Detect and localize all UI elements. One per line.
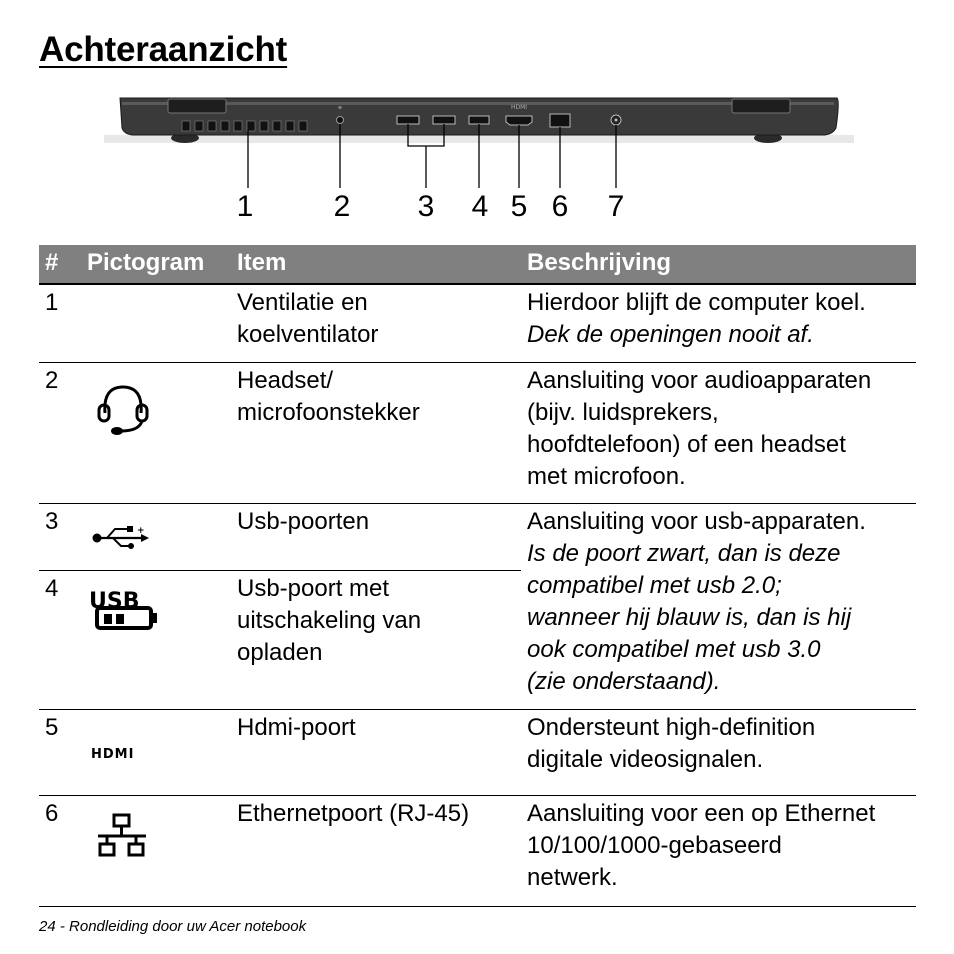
audio-jack-port <box>337 117 344 124</box>
hdmi-port <box>506 116 532 125</box>
row-desc: Aansluiting voor audioapparaten (bijv. luidsprekers, hoofdtelefoon) of een headset met microfoon. <box>527 367 872 490</box>
svg-text:⚭: ⚭ <box>337 104 343 112</box>
header-num: # <box>45 249 59 276</box>
usb-icon <box>91 524 151 559</box>
usb-power-off-charging-icon <box>89 584 161 641</box>
row-item: Ethernetpoort (RJ-45) <box>237 800 470 827</box>
callout-6: 6 <box>551 190 569 223</box>
ethernet-icon <box>95 812 149 871</box>
page-footer: 24 - Rondleiding door uw Acer notebook <box>39 918 307 935</box>
table-row <box>39 796 916 906</box>
row-num: 5 <box>45 714 59 741</box>
hdmi-port-label: HDMI <box>510 104 528 111</box>
svg-text:HDMI: HDMI <box>91 747 135 762</box>
row-item: Usb-poorten <box>237 508 370 535</box>
usb-port-1 <box>397 116 419 124</box>
usb-port-2 <box>433 116 455 124</box>
callout-2: 2 <box>333 190 351 223</box>
table-bottom-border <box>39 906 916 907</box>
svg-text:USB: USB <box>89 589 140 614</box>
row-item: Hdmi-poort <box>237 714 356 741</box>
row-item: Usb-poort met uitschakeling van opladen <box>237 575 422 666</box>
table-row <box>39 363 916 504</box>
ports-table <box>39 245 916 906</box>
row-item: Ventilatie en koelventilator <box>237 289 379 348</box>
headset-icon <box>93 379 153 448</box>
row-num: 1 <box>45 289 59 316</box>
row-desc: Aansluiting voor een op Ethernet 10/100/1000-gebaseerd netwerk. <box>527 800 876 891</box>
hdmi-icon <box>91 740 153 772</box>
row-item: Headset/ microfoonstekker <box>237 367 420 426</box>
header-desc: Beschrijving <box>527 249 672 276</box>
left-hinge <box>168 99 226 113</box>
header-item: Item <box>237 249 287 276</box>
usb-power-off-charging-port <box>469 116 489 124</box>
table-row <box>39 710 916 796</box>
row-num: 3 <box>45 508 59 535</box>
callout-1: 1 <box>236 190 254 223</box>
page-title: Achteraanzicht <box>39 30 288 69</box>
svg-text:+: + <box>137 526 145 536</box>
table-row <box>39 285 916 363</box>
row-divider <box>39 570 521 571</box>
row-desc: Hierdoor blijft de computer koel. Dek de openingen nooit af. <box>527 289 866 348</box>
ethernet-port <box>550 114 570 127</box>
table-header <box>39 245 916 285</box>
callout-5: 5 <box>510 190 528 223</box>
header-icon: Pictogram <box>87 249 205 276</box>
callout-4: 4 <box>471 190 489 223</box>
row-num: 4 <box>45 575 59 602</box>
right-hinge <box>732 99 790 113</box>
row-desc: Ondersteunt high-definition digitale videosignalen. <box>527 714 816 773</box>
row-num: 2 <box>45 367 59 394</box>
callout-7: 7 <box>607 190 625 223</box>
row-desc-shared: Aansluiting voor usb-apparaten. Is de poort zwart, dan is deze compatibel met usb 2.0; wanneer hij blauw is, dan is hij ook compatibel met usb 3.0 (zie onderstaand). <box>527 508 866 695</box>
callout-3: 3 <box>417 190 435 223</box>
table-row-group <box>39 504 916 710</box>
row-num: 6 <box>45 800 59 827</box>
